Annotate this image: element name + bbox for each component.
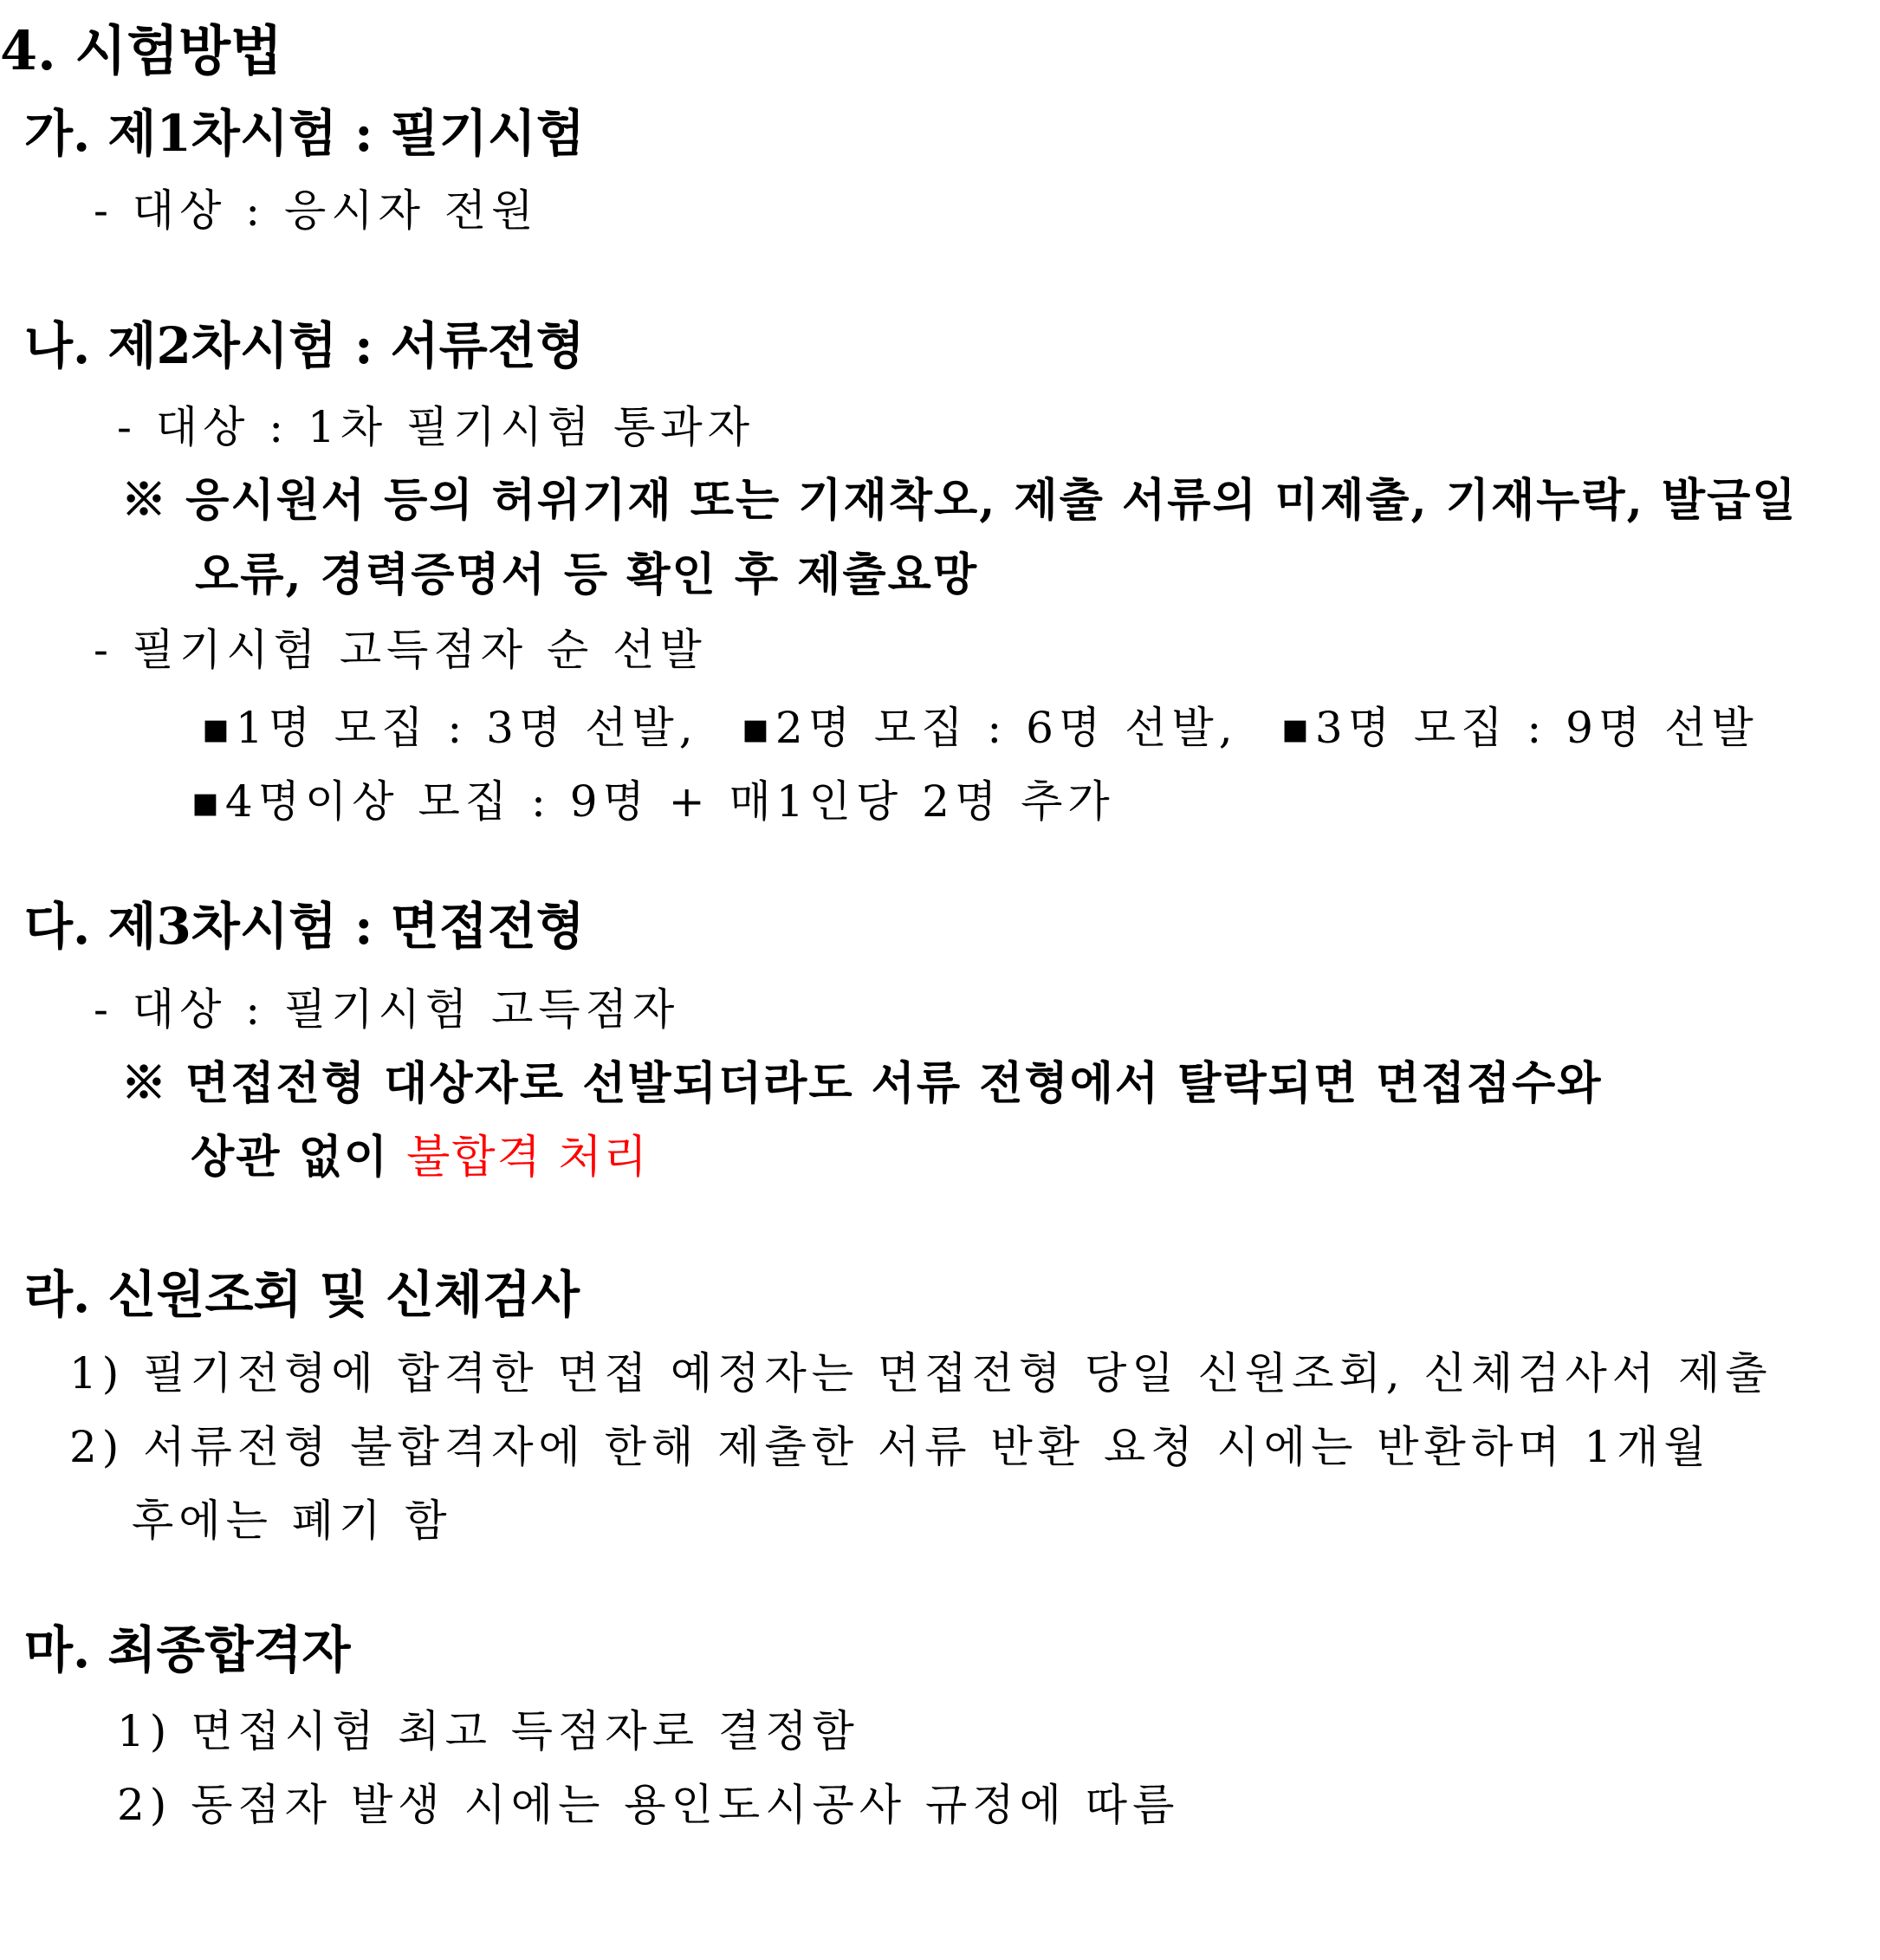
note-black-text: 상관 없이 bbox=[191, 1131, 407, 1184]
failure-highlight: 불합격 처리 bbox=[406, 1132, 649, 1184]
heading-second-exam: 나. 제2차시험 : 서류전형 bbox=[24, 316, 585, 375]
background-item-2-line2: 후에는 폐기 함 bbox=[132, 1496, 452, 1546]
third-exam-target: - 대상 : 필기시험 고득점자 bbox=[94, 984, 680, 1035]
third-exam-note-line1: ※ 면접전형 대상자로 선발되더라도 서류 전형에서 탈락되면 면접점수와 bbox=[121, 1057, 1603, 1110]
heading-third-exam: 다. 제3차시험 : 면접전형 bbox=[24, 897, 585, 956]
heading-background-check: 라. 신원조회 및 신체검사 bbox=[24, 1265, 580, 1324]
background-item-1: 1) 필기전형에 합격한 면접 예정자는 면접전형 당일 신원조회, 신체검사서 제출 bbox=[69, 1348, 1773, 1399]
quota-4: ▪4명이상 모집 : 9명 + 매1인당 2명 추가 bbox=[191, 776, 1115, 827]
heading-first-exam: 가. 제1차시험 : 필기시험 bbox=[24, 104, 585, 163]
second-exam-selection: - 필기시험 고득점자 순 선발 bbox=[94, 625, 707, 675]
second-exam-note-line1: ※ 응시원서 등의 허위기재 또는 기재착오, 제출 서류의 미제출, 기재누락, 발급일 bbox=[121, 474, 1798, 527]
third-exam-note-line2 bbox=[191, 1131, 649, 1184]
heading-final-pass: 마. 최종합격자 bbox=[24, 1620, 351, 1679]
second-exam-target: - 대상 : 1차 필기시험 통과자 bbox=[117, 402, 755, 452]
second-exam-note-line2: 오류, 경력증명서 등 확인 후 제출요망 bbox=[195, 548, 979, 601]
final-item-1: 1) 면접시험 최고 득점자로 결정함 bbox=[117, 1706, 859, 1756]
quota-3: ▪3명 모집 : 9명 선발 bbox=[1280, 703, 1759, 753]
first-exam-target: - 대상 : 응시자 전원 bbox=[94, 185, 539, 236]
quota-1: ▪1명 모집 : 3명 선발, bbox=[201, 703, 698, 753]
quota-2: ▪2명 모집 : 6명 선발, bbox=[741, 703, 1238, 753]
background-item-2-line1: 2) 서류전형 불합격자에 한해 제출한 서류 반환 요청 시에는 반환하며 1개월 bbox=[69, 1422, 1711, 1472]
final-item-2: 2) 동점자 발생 시에는 용인도시공사 규정에 따름 bbox=[117, 1780, 1180, 1830]
section-title: 4. 시험방법 bbox=[0, 19, 282, 82]
